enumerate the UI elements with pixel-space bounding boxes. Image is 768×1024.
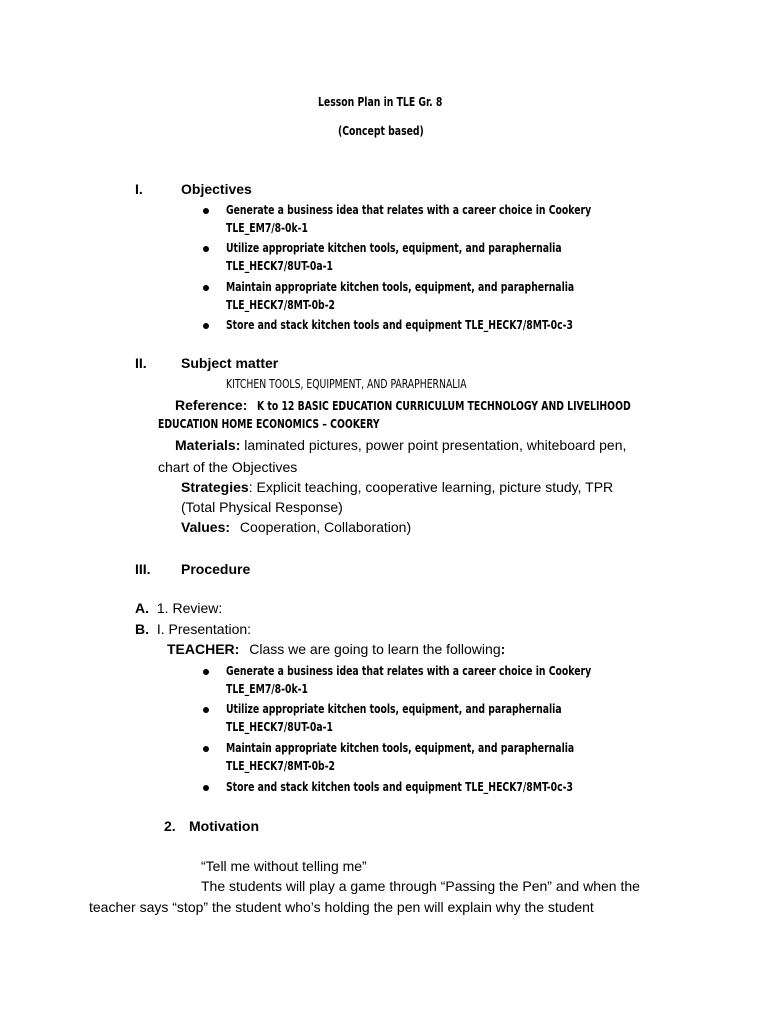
teacher-text: Class we are going to learn the following (249, 641, 501, 657)
teacher-row (167, 641, 505, 657)
objectives-numeral: I. (135, 181, 143, 197)
objective-item-2-line2: TLE_HECK7/8UT-0a-1 (226, 259, 333, 273)
procedure-item-2-line1: Utilize appropriate kitchen tools, equipment, and paraphernalia (226, 702, 562, 716)
strategies-line2: (Total Physical Response) (181, 499, 343, 515)
procedure-item-1-line1: Generate a business idea that relates with a career choice in Cookery (226, 664, 592, 678)
procedure-a-label: A. (135, 600, 149, 616)
motivation-quote: “Tell me without telling me” (201, 858, 367, 874)
motivation-line1: The students will play a game through “Passing the Pen” and when the (201, 878, 640, 894)
values-label: Values: (181, 519, 231, 535)
strategies-text: : Explicit teaching, cooperative learning, picture study, TPR (248, 479, 614, 495)
motivation-number: 2. (164, 818, 176, 834)
strategies-row (181, 479, 613, 495)
page-subtitle: (Concept based) (338, 124, 424, 138)
procedure-item-3-line1: Maintain appropriate kitchen tools, equipment, and paraphernalia (226, 741, 575, 755)
procedure-heading: Procedure (181, 561, 251, 577)
materials-label: Materials: (175, 437, 241, 453)
motivation-heading: Motivation (189, 818, 259, 834)
subject-topic: KITCHEN TOOLS, EQUIPMENT, AND PARAPHERNALIA (226, 377, 467, 391)
reference-label: Reference: (175, 397, 248, 413)
objective-item-2-line1: Utilize appropriate kitchen tools, equipment, and paraphernalia (226, 241, 562, 255)
procedure-b-label: B. (135, 621, 149, 637)
bullet-icon (203, 323, 209, 329)
teacher-colon: : (500, 641, 506, 657)
procedure-item-4-line1: Store and stack kitchen tools and equipment TLE_HECK7/8MT-0c-3 (226, 780, 573, 794)
procedure-item-1-line2: TLE_EM7/8-0k-1 (226, 682, 308, 696)
bullet-icon (203, 285, 209, 291)
objectives-heading: Objectives (181, 181, 252, 197)
values-row (181, 519, 411, 535)
procedure-b-text: I. Presentation: (156, 621, 252, 637)
strategies-label: Strategies (181, 479, 249, 495)
objective-item-3-line1: Maintain appropriate kitchen tools, equipment, and paraphernalia (226, 280, 575, 294)
page-title: Lesson Plan in TLE Gr. 8 (318, 95, 443, 109)
procedure-b-row (135, 621, 251, 637)
teacher-label: TEACHER: (167, 641, 240, 657)
objective-item-1-line1: Generate a business idea that relates with a career choice in Cookery (226, 203, 592, 217)
bullet-icon (203, 746, 209, 752)
subject-matter-numeral: II. (135, 355, 147, 371)
reference-line1: K to 12 BASIC EDUCATION CURRICULUM TECHNOLOGY AND LIVELIHOOD (257, 399, 631, 413)
bullet-icon (203, 707, 209, 713)
subject-matter-heading: Subject matter (181, 355, 279, 371)
objective-item-3-line2: TLE_HECK7/8MT-0b-2 (226, 298, 336, 312)
procedure-numeral: III. (135, 561, 151, 577)
bullet-icon (203, 785, 209, 791)
procedure-a-row (135, 600, 222, 616)
bullet-icon (203, 208, 209, 214)
objective-item-4-line1: Store and stack kitchen tools and equipment TLE_HECK7/8MT-0c-3 (226, 318, 573, 332)
bullet-icon (203, 669, 209, 675)
procedure-a-text: 1. Review: (156, 600, 223, 616)
procedure-item-3-line2: TLE_HECK7/8MT-0b-2 (226, 759, 336, 773)
motivation-line2: teacher says “stop” the student who’s holding the pen will explain why the student (89, 899, 594, 915)
materials-row (175, 437, 626, 453)
objective-item-1-line2: TLE_EM7/8-0k-1 (226, 221, 308, 235)
reference-row (175, 397, 247, 415)
reference-line2: EDUCATION HOME ECONOMICS – COOKERY (158, 417, 380, 431)
bullet-icon (203, 246, 209, 252)
materials-text: laminated pictures, power point presentation, whiteboard pen, (244, 437, 627, 453)
values-text: Cooperation, Collaboration) (239, 519, 412, 535)
materials-line2: chart of the Objectives (158, 459, 298, 475)
procedure-item-2-line2: TLE_HECK7/8UT-0a-1 (226, 720, 333, 734)
